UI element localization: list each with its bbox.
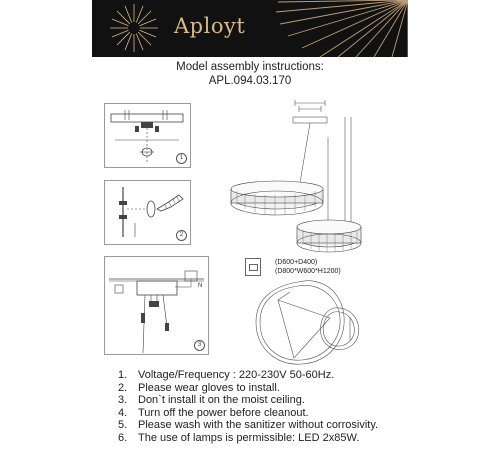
page-title: Model assembly instructions: [176,61,324,73]
sunburst-logo-icon [92,0,408,57]
step-number: 3 [194,340,205,351]
plan-view-drawing [250,278,365,368]
list-item: 2. Please wear gloves to install. [118,381,280,394]
step-number: 1 [176,153,187,164]
brand-banner [92,0,408,57]
list-item: 4. Turn off the power before cleanout. [118,406,309,419]
step-2-panel [104,180,191,245]
list-item: 5. Please wash with the sanitizer without corrosivity. [118,419,379,431]
wiring-diagram [105,257,208,354]
chandelier-elevation-drawing [225,93,375,258]
dimensions-label [275,258,341,276]
step-number: 2 [176,230,187,241]
brand-name: Aployt [174,14,246,38]
document-title [0,60,500,88]
list-item: 6. The use of lamps is permissible: LED 2x85W. [118,431,360,444]
step-1-panel [104,103,191,168]
dimension-icon [245,258,261,276]
dimensions-diameters: (D600+D400) [275,259,318,266]
dimensions-overall: (D800*W600*H1200) [275,268,341,275]
list-item: 1. Voltage/Frequency : 220-230V 50-60Hz. [118,369,335,381]
step-3-panel [104,256,209,355]
model-number: APL.094.03.170 [208,75,292,87]
list-item: 3. Don`t install it on the moist ceiling. [118,394,305,406]
svg-text:N: N [198,283,203,289]
instruction-list [118,369,378,444]
